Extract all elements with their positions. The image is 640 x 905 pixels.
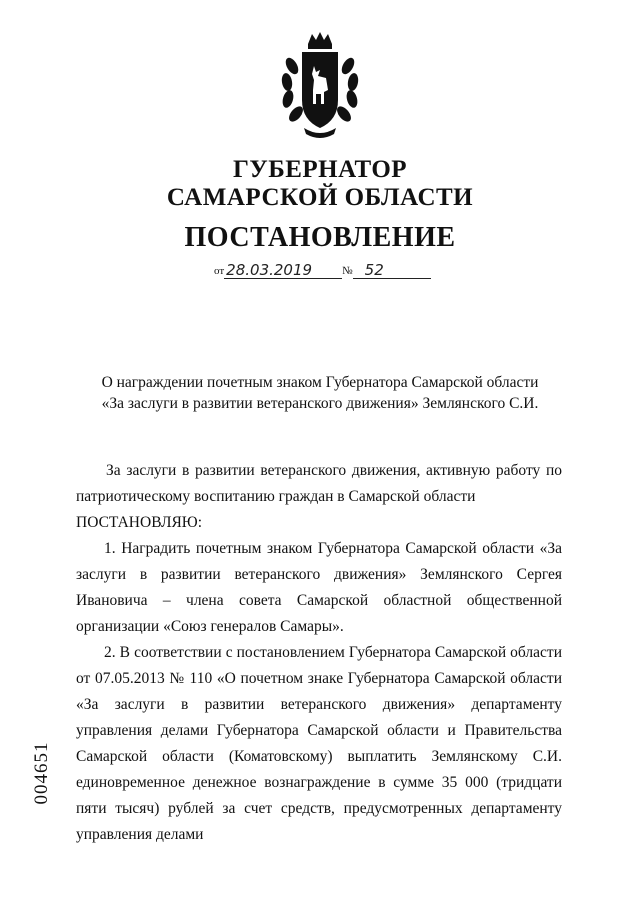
subject-line-1: О награждении почетным знаком Губернатора Самарской области	[101, 374, 539, 391]
title-region: САМАРСКОЙ ОБЛАСТИ	[166, 184, 474, 211]
serial-number: 004651	[31, 741, 52, 805]
resolve-heading: ПОСТАНОВЛЯЮ:	[76, 514, 203, 531]
date-label: от	[214, 265, 225, 277]
date-number-line	[214, 262, 431, 279]
item-2-paragraph: 2. В соответствии с постановлением Губернатора Самарской области от 07.05.2013 № 110 «О почетном знаке Губернатора Самарской области «За заслуги в развитии ветеранского движения» департаменту управления делами Губернатора Самарской области и Правительства Самарской области (Коматовскому) выплатить Землянскому С.И. единовременное денежное вознаграждение в сумме 35 000 (тридцати пяти тысяч) рублей за счет средств, предусмотренных департаменту управления делами	[76, 644, 562, 843]
handwritten-date: 28.03.2019	[224, 262, 342, 279]
intro-paragraph: За заслуги в развитии ветеранского движения, активную работу по патриотическому воспитанию граждан в Самарской области	[76, 462, 562, 505]
number-label: №	[342, 265, 353, 277]
item-1-paragraph: 1. Наградить почетным знаком Губернатора Самарской области «За заслуги в развитии ветеранского движения» Землянского Сергея Ивановича – члена совета Самарской областной общественной организации «Союз генералов Самары».	[76, 540, 562, 635]
document-subject	[0, 372, 640, 414]
subject-line-2: «За заслуги в развитии ветеранского движения» Землянского С.И.	[101, 395, 539, 412]
side-serial-stamp	[30, 724, 56, 824]
title-governor: ГУБЕРНАТОР	[232, 156, 408, 183]
coat-of-arms-icon	[278, 30, 362, 140]
document-body	[76, 458, 562, 848]
document-type: ПОСТАНОВЛЕНИЕ	[184, 222, 456, 253]
handwritten-number: 52	[353, 262, 431, 279]
